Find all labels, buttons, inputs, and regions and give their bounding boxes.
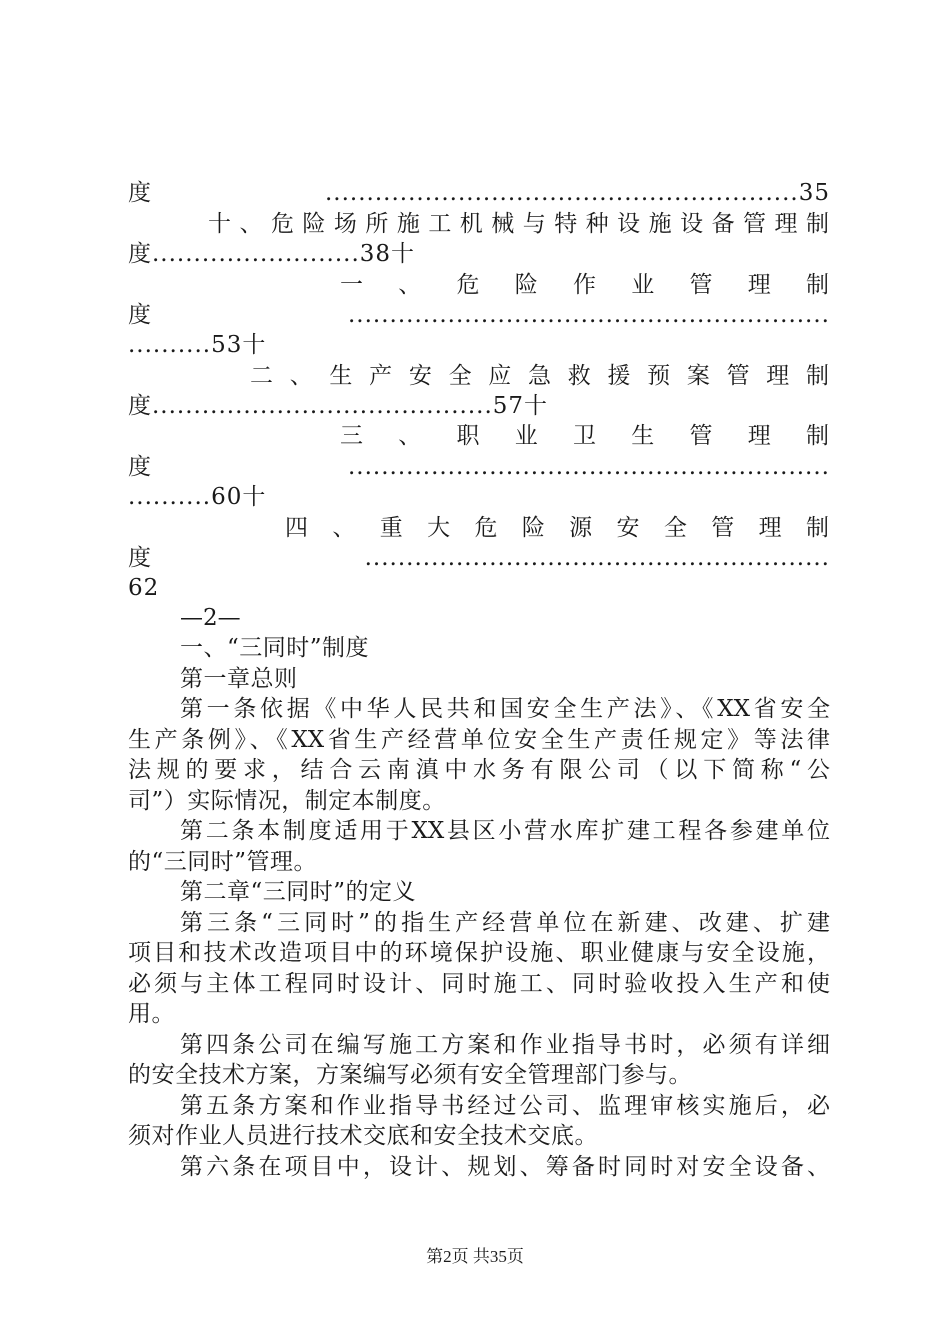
body-line: 必须与主体工程同时设计、同时施工、同时验收投入生产和使 <box>128 971 830 997</box>
body-line: 法规的要求，结合云南滇中水务有限公司（以下简称“公 <box>128 757 830 783</box>
toc-line: 度.........................38十 <box>128 241 416 267</box>
body-line: 第六条在项目中，设计、规划、筹备时同时对安全设备、 <box>180 1154 830 1180</box>
body-line: 项目和技术改造项目中的环境保护设施、职业健康与安全设施， <box>128 940 830 966</box>
page-footer: 第2页 共35页 <box>426 1247 524 1266</box>
toc-line: 度.........................................................35 <box>128 180 830 206</box>
body-line: 第四条公司在编写施工方案和作业指导书时，必须有详细 <box>180 1032 830 1058</box>
toc-line: 一 、 危 险 作 业 管 理 制 <box>340 272 830 298</box>
toc-line: ..........60十 <box>128 484 267 510</box>
body-line: 第五条方案和作业指导书经过公司、监理审核实施后，必 <box>180 1093 830 1119</box>
section-title: 一、“三同时”制度 <box>180 635 370 661</box>
page-marker: —2— <box>180 605 241 631</box>
body-line: 第二条本制度适用于XX县区小营水库扩建工程各参建单位 <box>180 818 830 844</box>
body-line: 的安全技术方案，方案编写必须有安全管理部门参与。 <box>128 1062 692 1088</box>
body-line: 第一条依据《中华人民共和国安全生产法》、《XX省安全 <box>180 696 830 722</box>
toc-line: 度........................................................ <box>128 545 830 571</box>
toc-line: ..........53十 <box>128 332 267 358</box>
toc-line: 度.......................................................... <box>128 454 830 480</box>
toc-line: 62 <box>128 575 160 601</box>
toc-line: 度.........................................57十 <box>128 393 549 419</box>
toc-line: 三 、 职 业 卫 生 管 理 制 <box>340 423 830 449</box>
body-line: 用。 <box>128 1001 175 1027</box>
body-line: 的“三同时”管理。 <box>128 849 318 875</box>
toc-line: 十、危险场所施工机械与特种设施设备管理制 <box>208 211 830 237</box>
toc-line: 四、重大危险源安全管理制 <box>285 515 830 541</box>
body-line: 须对作业人员进行技术交底和安全技术交底。 <box>128 1123 598 1149</box>
chapter-title: 第一章总则 <box>180 666 298 692</box>
body-line: 第三条“三同时”的指生产经营单位在新建、改建、扩建 <box>180 910 830 936</box>
body-line: 司”）实际情况，制定本制度。 <box>128 788 446 814</box>
chapter-title: 第二章“三同时”的定义 <box>180 879 417 905</box>
toc-line: 二、生产安全应急救援预案管理制 <box>250 363 830 389</box>
toc-line: 度.......................................................... <box>128 302 830 328</box>
body-line: 生产条例》、《XX省生产经营单位安全生产责任规定》等法律 <box>128 727 830 753</box>
